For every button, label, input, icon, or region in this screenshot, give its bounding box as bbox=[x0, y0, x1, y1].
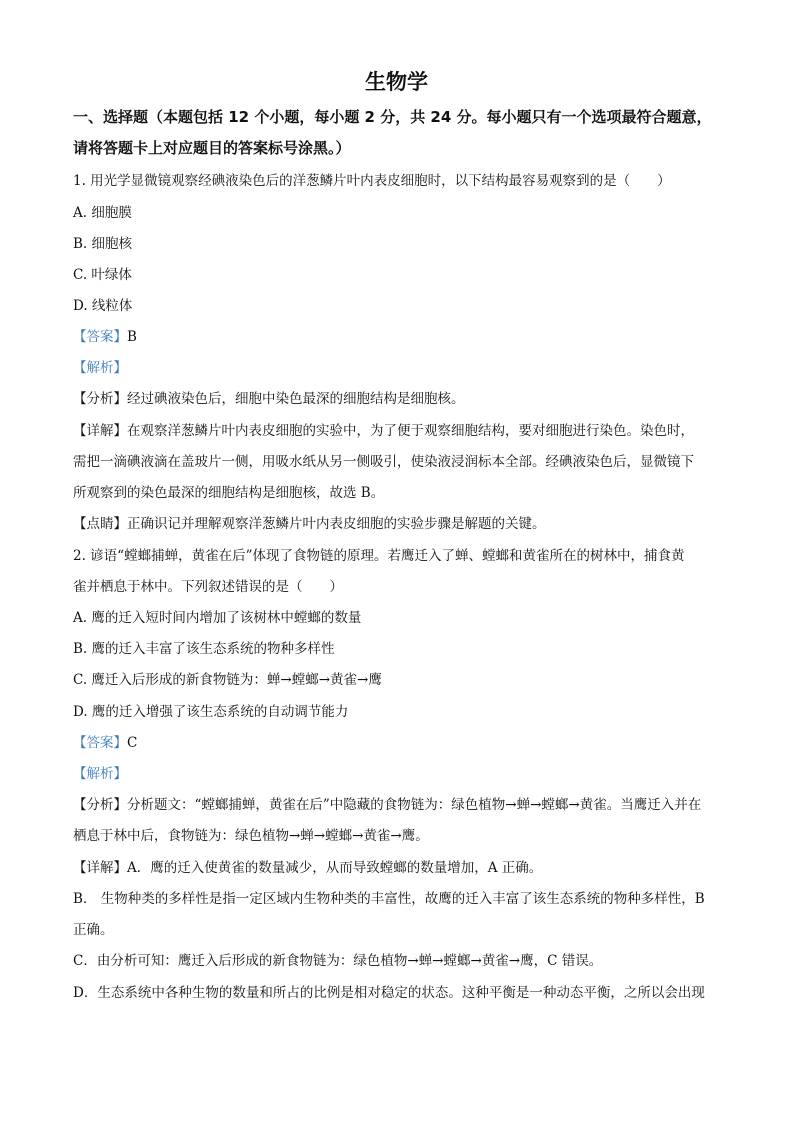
fenxi-label: 【分析】 bbox=[73, 797, 127, 813]
q1-xiangjie-line-1 bbox=[73, 422, 733, 440]
q2-stem-line-2: 雀并栖息于林中。下列叙述错误的是（ ） bbox=[73, 579, 343, 595]
q2-xiangjie-line-5: D．生态系统中各种生物的数量和所占的比例是相对稳定的状态。这种平衡是一种动态平衡，之所以会出现 bbox=[73, 985, 705, 1001]
q1-xiangjie-line-2: 需把一滴碘液滴在盖玻片一侧，用吸水纸从另一侧吸引，使染液浸润标本全部。经碘液染色后，显微镜下 bbox=[73, 454, 694, 470]
fenxi-text: 经过碘液染色后，细胞中染色最深的细胞结构是细胞核。 bbox=[127, 391, 465, 407]
q2-xiangjie-line-2: B． 生物种类的多样性是指一定区域内生物种类的丰富性，故鹰的迁入丰富了该生态系统的物种多样性，B bbox=[73, 891, 705, 907]
answer-value: C bbox=[127, 735, 138, 751]
q2-option-c: C. 鹰迁入后形成的新食物链为：蝉→螳螂→黄雀→鹰 bbox=[73, 672, 382, 688]
section-header-line-2: 请将答题卡上对应题目的答案标号涂黑。） bbox=[73, 139, 351, 157]
q2-xiangjie-line-3: 正确。 bbox=[73, 922, 114, 938]
q2-stem-line-1: 2. 谚语“螳螂捕蝉，黄雀在后”体现了食物链的原理。若鹰迁入了蝉、螳螂和黄雀所在的树林中，捕食黄 bbox=[73, 548, 685, 564]
xiangjie-text: A．鹰的迁入使黄雀的数量减少，从而导致螳螂的数量增加，A 正确。 bbox=[127, 860, 543, 876]
q1-option-d: D. 线粒体 bbox=[73, 298, 133, 314]
q1-answer bbox=[73, 328, 733, 346]
answer-label: 【答案】 bbox=[73, 735, 127, 751]
q1-analysis-label: 【解析】 bbox=[73, 360, 127, 376]
q2-option-a: A. 鹰的迁入短时间内增加了该树林中螳螂的数量 bbox=[73, 610, 362, 626]
fenxi-label: 【分析】 bbox=[73, 391, 127, 407]
q1-stem: 1. 用光学显微镜观察经碘液染色后的洋葱鳞片叶内表皮细胞时，以下结构最容易观察到的是（ ） bbox=[73, 173, 671, 189]
xiangjie-label: 【详解】 bbox=[73, 860, 127, 876]
answer-value: B bbox=[127, 329, 137, 345]
xiangjie-text: 在观察洋葱鳞片叶内表皮细胞的实验中，为了便于观察细胞结构，要对细胞进行染色。染色时， bbox=[127, 423, 694, 439]
xiangjie-label: 【详解】 bbox=[73, 423, 127, 439]
q2-xiangjie-line-4: C．由分析可知：鹰迁入后形成的新食物链为：绿色植物→蝉→螳螂→黄雀→鹰，C 错误。 bbox=[73, 953, 603, 969]
q1-option-a: A. 细胞膜 bbox=[73, 205, 132, 221]
q2-xiangjie-line-1 bbox=[73, 859, 733, 877]
q1-option-c: C. 叶绿体 bbox=[73, 267, 132, 283]
q1-xiangjie-line-3: 所观察到的染色最深的细胞结构是细胞核，故选 B。 bbox=[73, 485, 385, 501]
q2-fenxi-line-1 bbox=[73, 796, 733, 814]
dianjing-text: 正确识记并理解观察洋葱鳞片叶内表皮细胞的实验步骤是解题的关键。 bbox=[127, 516, 546, 532]
dianjing-label: 【点睛】 bbox=[73, 516, 127, 532]
q2-answer bbox=[73, 734, 733, 752]
section-header-line-1: 一、选择题（本题包括 12 个小题，每小题 2 分，共 24 分。每小题只有一个选项最符合题意， bbox=[73, 108, 712, 126]
q2-analysis-label: 【解析】 bbox=[73, 766, 127, 782]
q2-option-b: B. 鹰的迁入丰富了该生态系统的物种多样性 bbox=[73, 641, 335, 657]
q2-fenxi-line-2: 栖息于林中后，食物链为：绿色植物→蝉→螳螂→黄雀→鹰。 bbox=[73, 828, 429, 844]
q1-fenxi bbox=[73, 390, 733, 408]
q1-option-b: B. 细胞核 bbox=[73, 236, 133, 252]
q1-dianjing bbox=[73, 515, 733, 533]
fenxi-text: 分析题文：“螳螂捕蝉，黄雀在后”中隐藏的食物链为：绿色植物→蝉→螳螂→黄雀。当鹰迁入并在 bbox=[127, 797, 702, 813]
answer-label: 【答案】 bbox=[73, 329, 127, 345]
q2-option-d: D. 鹰的迁入增强了该生态系统的自动调节能力 bbox=[73, 704, 349, 720]
page-title: 生物学 bbox=[365, 70, 428, 94]
